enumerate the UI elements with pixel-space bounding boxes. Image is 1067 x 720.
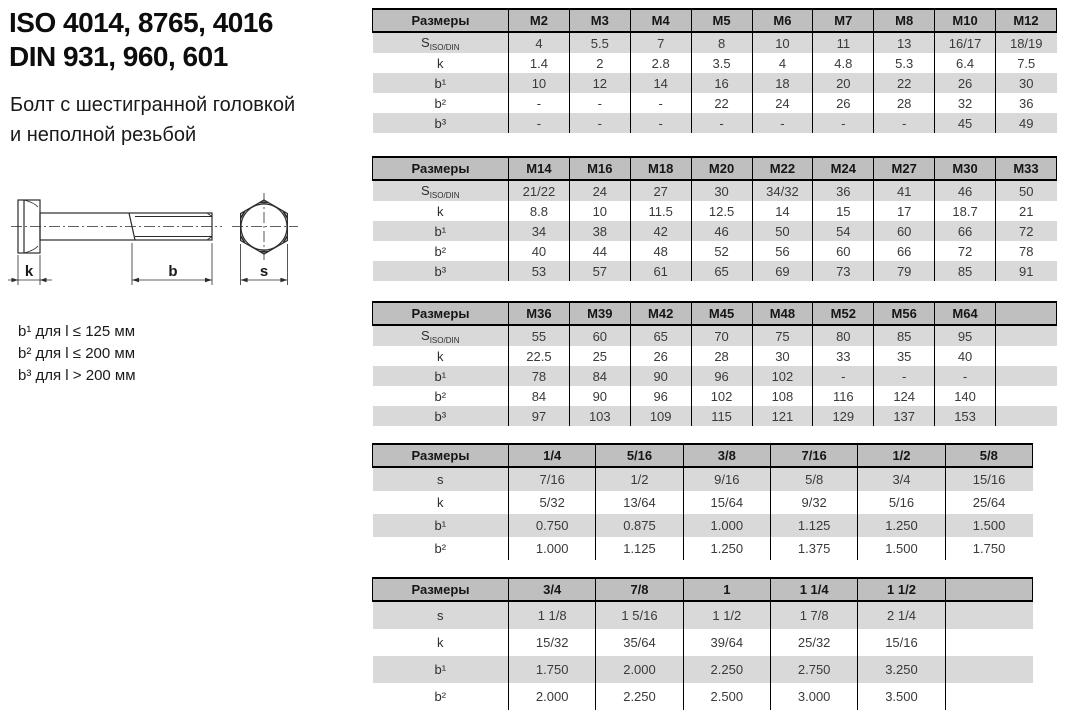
value-cell: 115: [691, 406, 752, 426]
column-header: M33: [996, 157, 1057, 180]
value-cell: 15/64: [683, 491, 770, 514]
dimension-table-1: [372, 8, 1057, 133]
column-header: 1: [683, 578, 770, 601]
value-cell: 1.4: [509, 53, 570, 73]
table-row: [373, 601, 1033, 629]
column-header: M16: [569, 157, 630, 180]
column-header: 1/2: [858, 444, 945, 467]
column-header: 1/4: [509, 444, 596, 467]
value-cell: 22: [691, 93, 752, 113]
value-cell: 11.5: [630, 201, 691, 221]
value-cell: 78: [996, 241, 1057, 261]
column-header: M48: [752, 302, 813, 325]
value-cell: 5/8: [770, 467, 857, 491]
table-row: [373, 93, 1057, 113]
value-cell: 26: [630, 346, 691, 366]
dim-label-b: b: [168, 263, 178, 280]
value-cell: 4: [752, 53, 813, 73]
row-label: b²: [373, 537, 509, 560]
value-cell: 7.5: [996, 53, 1057, 73]
value-cell: 45: [935, 113, 996, 133]
value-cell: 56: [752, 241, 813, 261]
value-cell: 39/64: [683, 629, 770, 656]
value-cell: 18: [752, 73, 813, 93]
dimension-tables: [372, 0, 1067, 720]
value-cell: 30: [996, 73, 1057, 93]
value-cell: 44: [569, 241, 630, 261]
value-cell: 1.125: [596, 537, 683, 560]
value-cell: 102: [752, 366, 813, 386]
value-cell: 2.000: [596, 656, 683, 683]
value-cell: 36: [813, 180, 874, 201]
value-cell: 50: [752, 221, 813, 241]
column-header: [945, 578, 1032, 601]
value-cell: 54: [813, 221, 874, 241]
value-cell: 30: [752, 346, 813, 366]
corner-header: Размеры: [373, 578, 509, 601]
value-cell: 153: [935, 406, 996, 426]
row-label: b¹: [373, 656, 509, 683]
value-cell: 15/16: [858, 629, 945, 656]
value-cell: 22: [874, 73, 935, 93]
row-label: b³: [373, 406, 509, 426]
value-cell: -: [630, 113, 691, 133]
column-header: 3/8: [683, 444, 770, 467]
column-header: 3/4: [509, 578, 596, 601]
value-cell: -: [691, 113, 752, 133]
value-cell: 14: [630, 73, 691, 93]
value-cell: 40: [509, 241, 570, 261]
column-header: M39: [569, 302, 630, 325]
value-cell: 15/16: [945, 467, 1032, 491]
row-label: b³: [373, 113, 509, 133]
corner-header: Размеры: [373, 9, 509, 32]
value-cell: 108: [752, 386, 813, 406]
value-cell: 53: [509, 261, 570, 281]
table-row: [373, 537, 1033, 560]
value-cell: 2 1/4: [858, 601, 945, 629]
value-cell: 12: [569, 73, 630, 93]
value-cell: -: [630, 93, 691, 113]
value-cell: 34: [509, 221, 570, 241]
value-cell: 13/64: [596, 491, 683, 514]
value-cell: 14: [752, 201, 813, 221]
table-row: [373, 221, 1057, 241]
value-cell: 36: [996, 93, 1057, 113]
value-cell: 1.750: [509, 656, 596, 683]
value-cell: 116: [813, 386, 874, 406]
value-cell: 30: [691, 180, 752, 201]
value-cell: 91: [996, 261, 1057, 281]
value-cell: 72: [996, 221, 1057, 241]
value-cell: 1.500: [945, 514, 1032, 537]
value-cell: 84: [509, 386, 570, 406]
value-cell: 1.750: [945, 537, 1032, 560]
iso-standards-line: ISO 4014, 8765, 4016: [9, 7, 273, 38]
value-cell: 10: [509, 73, 570, 93]
value-cell: 52: [691, 241, 752, 261]
value-cell: 25/32: [770, 629, 857, 656]
row-label: $S_{ISO/DIN}$: [373, 32, 509, 53]
column-header: M14: [509, 157, 570, 180]
row-label: b¹: [373, 73, 509, 93]
part-description-line2: и неполной резьбой: [10, 124, 197, 146]
value-cell: 1.000: [683, 514, 770, 537]
row-label: $S_{ISO/DIN}$: [373, 180, 509, 201]
column-header: M10: [935, 9, 996, 32]
column-header: M3: [569, 9, 630, 32]
dimension-table-3: [372, 301, 1057, 426]
value-cell: 109: [630, 406, 691, 426]
dim-label-k: k: [24, 263, 34, 280]
row-label: b¹: [373, 221, 509, 241]
table-row: [373, 241, 1057, 261]
column-header: M12: [996, 9, 1057, 32]
column-header: M45: [691, 302, 752, 325]
value-cell: 90: [630, 366, 691, 386]
value-cell: 9/16: [683, 467, 770, 491]
footnote-b2: b² для l ≤ 200 мм: [18, 345, 136, 362]
dimension-table-5: [372, 577, 1033, 710]
value-cell: 1 1/8: [509, 601, 596, 629]
row-label: b²: [373, 386, 509, 406]
value-cell: 2.8: [630, 53, 691, 73]
value-cell: 35: [874, 346, 935, 366]
value-cell: 15: [813, 201, 874, 221]
table-row: [373, 346, 1057, 366]
column-header: M5: [691, 9, 752, 32]
row-label: s: [373, 601, 509, 629]
footnotes-block: [18, 321, 136, 387]
value-cell: 60: [569, 325, 630, 346]
value-cell: 57: [569, 261, 630, 281]
table-row: [373, 32, 1057, 53]
corner-header: Размеры: [373, 302, 509, 325]
column-header: M4: [630, 9, 691, 32]
value-cell: -: [509, 113, 570, 133]
row-label: k: [373, 629, 509, 656]
column-header: M27: [874, 157, 935, 180]
value-cell: 13: [874, 32, 935, 53]
corner-header: Размеры: [373, 444, 509, 467]
value-cell: 1.250: [858, 514, 945, 537]
value-cell: 102: [691, 386, 752, 406]
value-cell: 0.750: [509, 514, 596, 537]
value-cell: -: [874, 113, 935, 133]
value-cell: 8: [691, 32, 752, 53]
standards-title: [9, 6, 273, 74]
table-row: [373, 201, 1057, 221]
value-cell: 34/32: [752, 180, 813, 201]
value-cell: [945, 601, 1032, 629]
value-cell: 1.000: [509, 537, 596, 560]
value-cell: 18/19: [996, 32, 1057, 53]
bolt-technical-drawing: [8, 188, 358, 306]
value-cell: 1.375: [770, 537, 857, 560]
value-cell: [945, 656, 1032, 683]
value-cell: 8.8: [509, 201, 570, 221]
table-row: [373, 629, 1033, 656]
value-cell: 46: [935, 180, 996, 201]
value-cell: -: [813, 113, 874, 133]
value-cell: 35/64: [596, 629, 683, 656]
footnote-b1: b¹ для l ≤ 125 мм: [18, 323, 136, 340]
column-header: 7/8: [596, 578, 683, 601]
column-header: M8: [874, 9, 935, 32]
value-cell: 2.250: [596, 683, 683, 710]
value-cell: 4: [509, 32, 570, 53]
column-header: 1 1/2: [858, 578, 945, 601]
value-cell: 5/16: [858, 491, 945, 514]
din-standards-line: DIN 931, 960, 601: [9, 41, 228, 72]
value-cell: 137: [874, 406, 935, 426]
value-cell: 7: [630, 32, 691, 53]
value-cell: 5/32: [509, 491, 596, 514]
value-cell: [996, 325, 1057, 346]
value-cell: 9/32: [770, 491, 857, 514]
value-cell: 2.750: [770, 656, 857, 683]
value-cell: 6.4: [935, 53, 996, 73]
value-cell: 41: [874, 180, 935, 201]
value-cell: -: [874, 366, 935, 386]
column-header: M56: [874, 302, 935, 325]
value-cell: 73: [813, 261, 874, 281]
table-row: [373, 325, 1057, 346]
value-cell: [996, 366, 1057, 386]
value-cell: 65: [691, 261, 752, 281]
column-header: M22: [752, 157, 813, 180]
value-cell: 33: [813, 346, 874, 366]
value-cell: 65: [630, 325, 691, 346]
value-cell: 10: [569, 201, 630, 221]
centerlines: [11, 193, 298, 260]
value-cell: 16: [691, 73, 752, 93]
dimension-table-4: [372, 443, 1033, 560]
value-cell: 1/2: [596, 467, 683, 491]
value-cell: [945, 629, 1032, 656]
table-row: [373, 366, 1057, 386]
value-cell: 17: [874, 201, 935, 221]
table-row: [373, 491, 1033, 514]
value-cell: -: [509, 93, 570, 113]
column-header: M24: [813, 157, 874, 180]
value-cell: 1.125: [770, 514, 857, 537]
column-header: M52: [813, 302, 874, 325]
value-cell: 1.250: [683, 537, 770, 560]
value-cell: -: [569, 93, 630, 113]
value-cell: 11: [813, 32, 874, 53]
row-label: k: [373, 346, 509, 366]
value-cell: 72: [935, 241, 996, 261]
value-cell: 3.250: [858, 656, 945, 683]
value-cell: 5.3: [874, 53, 935, 73]
value-cell: -: [569, 113, 630, 133]
table-row: [373, 73, 1057, 93]
value-cell: 25: [569, 346, 630, 366]
value-cell: 66: [935, 221, 996, 241]
table-row: [373, 656, 1033, 683]
column-header: M36: [509, 302, 570, 325]
value-cell: 2: [569, 53, 630, 73]
row-label: k: [373, 53, 509, 73]
row-label: b³: [373, 261, 509, 281]
value-cell: 69: [752, 261, 813, 281]
value-cell: 21: [996, 201, 1057, 221]
value-cell: 18.7: [935, 201, 996, 221]
row-label: b²: [373, 93, 509, 113]
value-cell: 103: [569, 406, 630, 426]
row-label: b¹: [373, 514, 509, 537]
column-header: [996, 302, 1057, 325]
part-description-line1: Болт с шестигранной головкой: [10, 94, 296, 116]
value-cell: 16/17: [935, 32, 996, 53]
column-header: 7/16: [770, 444, 857, 467]
table-row: [373, 683, 1033, 710]
value-cell: 50: [996, 180, 1057, 201]
row-label: k: [373, 201, 509, 221]
value-cell: 1.500: [858, 537, 945, 560]
corner-header: Размеры: [373, 157, 509, 180]
value-cell: 85: [874, 325, 935, 346]
value-cell: 70: [691, 325, 752, 346]
value-cell: 42: [630, 221, 691, 241]
value-cell: 32: [935, 93, 996, 113]
row-label: $S_{ISO/DIN}$: [373, 325, 509, 346]
footnote-b3: b³ для l > 200 мм: [18, 367, 136, 384]
value-cell: 129: [813, 406, 874, 426]
row-label: b²: [373, 683, 509, 710]
value-cell: 1 1/2: [683, 601, 770, 629]
value-cell: 96: [691, 366, 752, 386]
value-cell: 3.000: [770, 683, 857, 710]
bolt-drawing-svg: [8, 188, 358, 306]
value-cell: 90: [569, 386, 630, 406]
value-cell: -: [935, 366, 996, 386]
value-cell: 3.5: [691, 53, 752, 73]
row-label: b¹: [373, 366, 509, 386]
value-cell: 24: [569, 180, 630, 201]
row-label: s: [373, 467, 509, 491]
value-cell: 10: [752, 32, 813, 53]
table-row: [373, 386, 1057, 406]
value-cell: 60: [813, 241, 874, 261]
value-cell: 124: [874, 386, 935, 406]
value-cell: 75: [752, 325, 813, 346]
value-cell: -: [813, 366, 874, 386]
value-cell: 2.250: [683, 656, 770, 683]
value-cell: 38: [569, 221, 630, 241]
value-cell: 20: [813, 73, 874, 93]
column-header: M7: [813, 9, 874, 32]
table-row: [373, 53, 1057, 73]
value-cell: 2.500: [683, 683, 770, 710]
value-cell: 49: [996, 113, 1057, 133]
value-cell: [996, 346, 1057, 366]
row-label: k: [373, 491, 509, 514]
value-cell: 28: [691, 346, 752, 366]
value-cell: 85: [935, 261, 996, 281]
value-cell: 95: [935, 325, 996, 346]
value-cell: 78: [509, 366, 570, 386]
value-cell: 15/32: [509, 629, 596, 656]
column-header: M18: [630, 157, 691, 180]
value-cell: 121: [752, 406, 813, 426]
value-cell: 61: [630, 261, 691, 281]
table-row: [373, 467, 1033, 491]
value-cell: 3/4: [858, 467, 945, 491]
value-cell: 1 5/16: [596, 601, 683, 629]
value-cell: 40: [935, 346, 996, 366]
dimension-table-2: [372, 156, 1057, 281]
value-cell: 26: [935, 73, 996, 93]
table-row: [373, 180, 1057, 201]
column-header: 1 1/4: [770, 578, 857, 601]
value-cell: 0.875: [596, 514, 683, 537]
value-cell: 24: [752, 93, 813, 113]
value-cell: 80: [813, 325, 874, 346]
value-cell: 26: [813, 93, 874, 113]
value-cell: 27: [630, 180, 691, 201]
value-cell: 96: [630, 386, 691, 406]
value-cell: [996, 386, 1057, 406]
value-cell: 4.8: [813, 53, 874, 73]
value-cell: -: [752, 113, 813, 133]
row-label: b²: [373, 241, 509, 261]
value-cell: 28: [874, 93, 935, 113]
dim-label-s: s: [259, 263, 269, 280]
value-cell: 140: [935, 386, 996, 406]
value-cell: 97: [509, 406, 570, 426]
value-cell: 2.000: [509, 683, 596, 710]
value-cell: 21/22: [509, 180, 570, 201]
value-cell: 5.5: [569, 32, 630, 53]
table-row: [373, 406, 1057, 426]
value-cell: [996, 406, 1057, 426]
column-header: 5/16: [596, 444, 683, 467]
value-cell: 3.500: [858, 683, 945, 710]
value-cell: 22.5: [509, 346, 570, 366]
column-header: M2: [509, 9, 570, 32]
value-cell: 60: [874, 221, 935, 241]
value-cell: 7/16: [509, 467, 596, 491]
table-row: [373, 514, 1033, 537]
value-cell: 55: [509, 325, 570, 346]
value-cell: [945, 683, 1032, 710]
column-header: 5/8: [945, 444, 1032, 467]
part-description: [10, 90, 295, 150]
column-header: M42: [630, 302, 691, 325]
value-cell: 25/64: [945, 491, 1032, 514]
column-header: M64: [935, 302, 996, 325]
value-cell: 12.5: [691, 201, 752, 221]
value-cell: 46: [691, 221, 752, 241]
table-row: [373, 261, 1057, 281]
value-cell: 1 7/8: [770, 601, 857, 629]
column-header: M6: [752, 9, 813, 32]
value-cell: 84: [569, 366, 630, 386]
column-header: M20: [691, 157, 752, 180]
column-header: M30: [935, 157, 996, 180]
table-row: [373, 113, 1057, 133]
value-cell: 79: [874, 261, 935, 281]
value-cell: 48: [630, 241, 691, 261]
value-cell: 66: [874, 241, 935, 261]
